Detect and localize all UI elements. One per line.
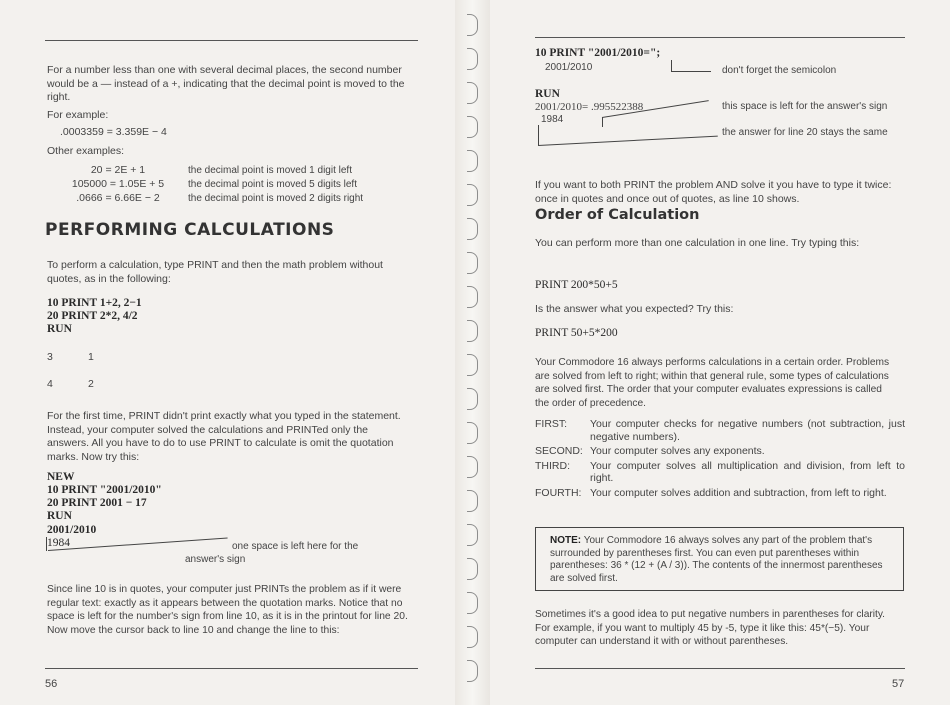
both-paragraph: If you want to both PRINT the problem AND solve it you have to type it twice: once in quotes and once out of quotes, as line 10 shows. bbox=[535, 179, 892, 205]
for-example-label: For example: bbox=[47, 109, 109, 121]
space-annotation: this space is left for the answer's sign bbox=[722, 101, 888, 112]
ring-binding bbox=[467, 388, 478, 410]
ring-binding bbox=[467, 524, 478, 546]
ring-binding bbox=[467, 116, 478, 138]
section-heading: PERFORMING CALCULATIONS bbox=[45, 220, 335, 240]
semicolon-pointer bbox=[671, 60, 672, 71]
example-expr: 20 = 2E + 1 bbox=[90, 164, 146, 176]
precedence-steps bbox=[535, 418, 905, 501]
note-box bbox=[535, 527, 904, 591]
code-line: 10 PRINT 1+2, 2−1 bbox=[47, 297, 142, 309]
code-line: 2001/2010 bbox=[47, 524, 97, 536]
step-label: FOURTH: bbox=[535, 486, 582, 499]
code-line: 1984 bbox=[47, 537, 70, 549]
step-row bbox=[535, 418, 905, 445]
closing-paragraph: Since line 10 is in quotes, your computer just PRINTs the problem as if it were regular text: exactly as it appears between the quotation marks. Notice that no space is left for the number's sign from line 10, as it is in the printout for line 20. Now move the cursor back to line 10 and change the line to this: bbox=[47, 584, 408, 636]
example-desc: the decimal point is moved 2 digits right bbox=[188, 193, 364, 204]
answer-annotation: the answer for line 20 stays the same bbox=[722, 127, 888, 138]
note-text bbox=[550, 535, 890, 585]
example-desc: the decimal point is moved 1 digit left bbox=[188, 165, 352, 176]
code-line: 10 PRINT "2001/2010="; bbox=[535, 47, 661, 59]
precedence-paragraph: Your Commodore 16 always performs calculations in a certain order. Problems are solved from left to right; within that general rule, some types of calculations are solved first. The order that your computer evaluates expressions is called the order of precedence. bbox=[535, 357, 890, 409]
code-line: 20 PRINT 2001 − 17 bbox=[47, 497, 147, 509]
example-expr: .0666 = 6.66E − 2 bbox=[76, 192, 160, 204]
ring-binding bbox=[467, 48, 478, 70]
code-line: PRINT 200*50+5 bbox=[535, 279, 618, 291]
ring-binding bbox=[467, 286, 478, 308]
step-text: Your computer solves addition and subtraction, from left to right. bbox=[590, 486, 887, 499]
top-rule bbox=[535, 37, 905, 38]
other-examples-label: Other examples: bbox=[47, 145, 125, 157]
explanation-paragraph: For the first time, PRINT didn't print exactly what you typed in the statement. Instead, your computer solved the calculations and PRINTed only the answers. All you have to do to use PRINT to calculate is omit the quotation marks. Now try this: bbox=[47, 410, 401, 463]
code-line: RUN bbox=[47, 510, 72, 522]
output-value: 2 bbox=[88, 378, 94, 390]
example-expr: 105000 = 1.05E + 5 bbox=[71, 178, 165, 190]
multi-calc-paragraph: You can perform more than one calculation in one line. Try typing this: bbox=[535, 237, 860, 249]
step-row bbox=[535, 487, 905, 502]
right-page bbox=[490, 0, 950, 705]
code-line: 10 PRINT "2001/2010" bbox=[47, 484, 162, 496]
output-line: 2001/2010= .995522388 bbox=[535, 101, 644, 113]
page-number: 57 bbox=[892, 678, 905, 690]
code-line: 20 PRINT 2*2, 4/2 bbox=[47, 310, 138, 322]
sign-pointer bbox=[46, 537, 47, 551]
calc-paragraph: To perform a calculation, type PRINT and then the math problem without quotes, as in the following: bbox=[47, 259, 383, 285]
step-row bbox=[535, 460, 905, 487]
ring-binding bbox=[467, 184, 478, 206]
step-label: THIRD: bbox=[535, 459, 570, 472]
page-number: 56 bbox=[45, 678, 58, 690]
code-line: RUN bbox=[535, 88, 560, 100]
step-text: Your computer solves all multiplication and division, from left to right. bbox=[590, 459, 905, 484]
note-label: NOTE: bbox=[550, 535, 582, 546]
output-line: 2001/2010 bbox=[545, 62, 593, 73]
ring-binding bbox=[467, 456, 478, 478]
output-value: 3 bbox=[47, 351, 53, 363]
ring-binding bbox=[467, 218, 478, 240]
sign-annotation: one space is left here for the answer's sign bbox=[185, 541, 359, 565]
left-page bbox=[0, 0, 455, 705]
top-rule bbox=[45, 40, 418, 41]
example-value: .0003359 = 3.359E − 4 bbox=[60, 126, 167, 138]
semicolon-annotation: don't forget the semicolon bbox=[722, 65, 837, 76]
semicolon-pointer-line bbox=[671, 71, 711, 72]
ring-binding bbox=[467, 558, 478, 580]
step-text: Your computer solves any exponents. bbox=[590, 445, 765, 457]
code-line: NEW bbox=[47, 471, 75, 483]
ring-binding bbox=[467, 354, 478, 376]
code-line: RUN bbox=[47, 323, 72, 335]
parentheses-paragraph: Sometimes it's a good idea to put negative numbers in parentheses for clarity. For example, if you want to multiply 45 by -5, type it like this: 45*(−5). Your computer can understand it with or without parentheses. bbox=[535, 609, 886, 647]
binding-spine bbox=[455, 0, 490, 705]
question-paragraph: Is the answer what you expected? Try this: bbox=[535, 303, 734, 315]
ring-binding bbox=[467, 626, 478, 648]
ring-binding bbox=[467, 592, 478, 614]
output-value: 4 bbox=[47, 378, 53, 390]
intro-paragraph: For a number less than one with several decimal places, the second number would be a — instead of a +, indicating that the decimal point is moved to the right. bbox=[47, 64, 405, 103]
example-desc: the decimal point is moved 5 digits left bbox=[188, 179, 357, 190]
ring-binding bbox=[467, 82, 478, 104]
ring-binding bbox=[467, 320, 478, 342]
ring-binding bbox=[467, 490, 478, 512]
ring-binding bbox=[467, 252, 478, 274]
code-line: PRINT 50+5*200 bbox=[535, 327, 618, 339]
space-pointer bbox=[602, 117, 603, 127]
output-line: 1984 bbox=[541, 114, 564, 125]
answer-pointer bbox=[538, 125, 539, 145]
step-row bbox=[535, 445, 905, 460]
ring-binding bbox=[467, 150, 478, 172]
ring-binding bbox=[467, 660, 478, 682]
output-value: 1 bbox=[88, 351, 94, 363]
bottom-rule bbox=[45, 668, 418, 669]
section-heading: Order of Calculation bbox=[535, 207, 700, 223]
note-body: Your Commodore 16 always solves any part of the problem that's surrounded by parentheses first. You can even put parentheses within parentheses: 36 * (12 + (A / 3)). The contents of the innermost parentheses are solved first. bbox=[550, 535, 883, 584]
ring-binding bbox=[467, 422, 478, 444]
bottom-rule bbox=[535, 668, 905, 669]
step-label: SECOND: bbox=[535, 445, 583, 457]
answer-pointer-line bbox=[538, 136, 718, 146]
step-text: Your computer checks for negative numbers (not subtraction, just negative numbers). bbox=[590, 418, 905, 443]
step-label: FIRST: bbox=[535, 418, 568, 430]
ring-binding bbox=[467, 14, 478, 36]
